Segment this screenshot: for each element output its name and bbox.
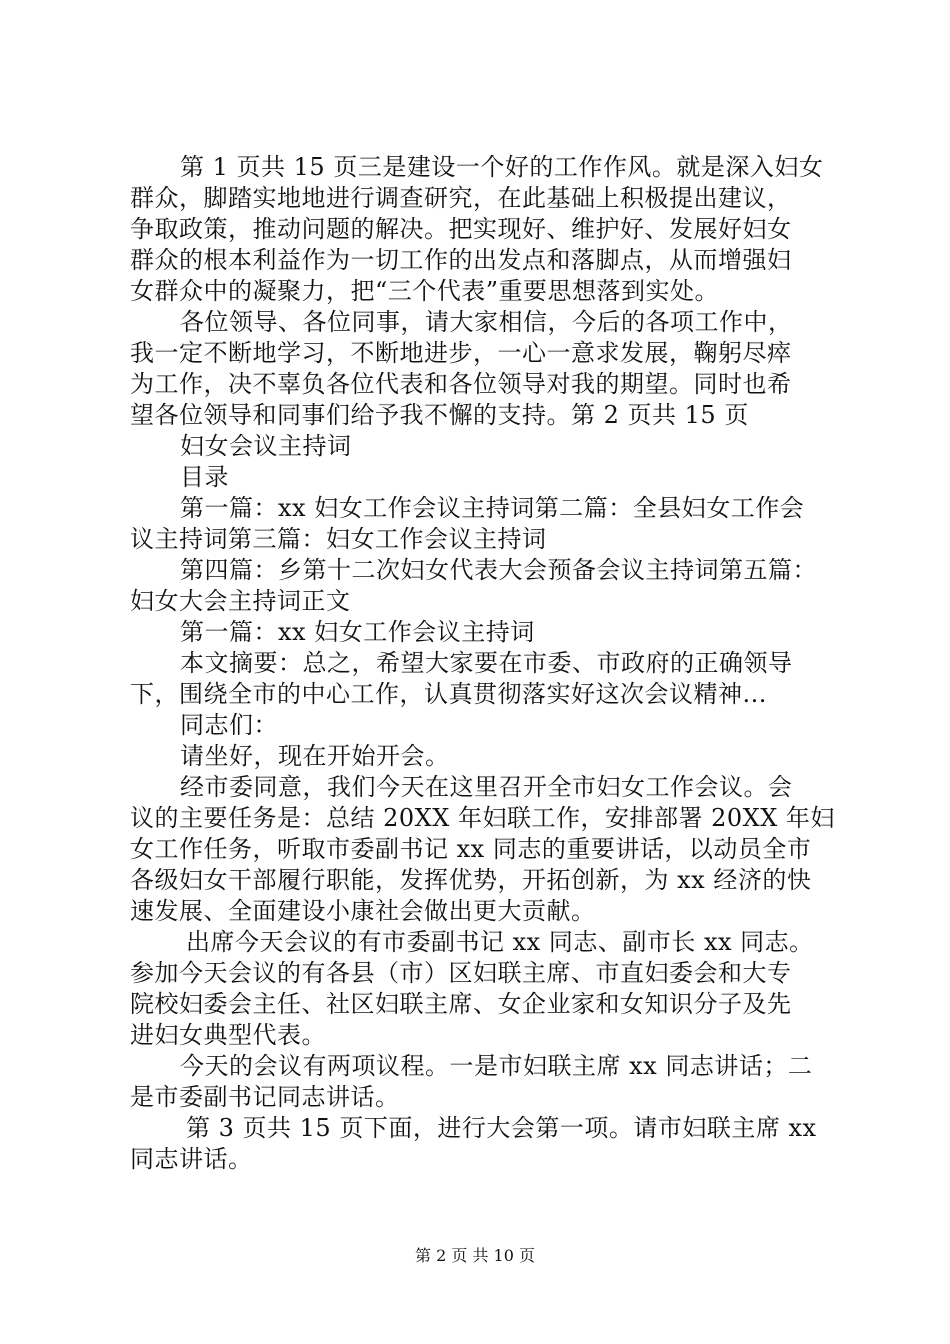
paragraph-line: 院校妇委会主任、社区妇联主席、女企业家和女知识分子及先 <box>130 990 792 1018</box>
paragraph-line: 同志们： <box>180 711 278 739</box>
abstract-line: 下，围绕全市的中心工作，认真贯彻落实好这次会议精神... <box>130 680 767 708</box>
paragraph-line: 我一定不断地学习，不断地进步，一心一意求发展，鞠躬尽瘁 <box>130 339 792 367</box>
paragraph-line: 各位领导、各位同事，请大家相信，今后的各项工作中， <box>180 308 793 336</box>
abstract-line: 本文摘要：总之，希望大家要在市委、市政府的正确领导 <box>180 649 793 677</box>
paragraph-line: 群众的根本利益作为一切工作的出发点和落脚点，从而增强妇 <box>130 246 792 274</box>
paragraph-line: 议的主要任务是：总结 20XX 年妇联工作，安排部署 20XX 年妇 <box>130 804 835 832</box>
chapter-heading: 第一篇：xx 妇女工作会议主持词 <box>180 618 535 646</box>
paragraph-line: 速发展、全面建设小康社会做出更大贡献。 <box>130 897 596 925</box>
paragraph-line: 群众，脚踏实地地进行调查研究，在此基础上积极提出建议， <box>130 184 792 212</box>
paragraph-line: 各级妇女干部履行职能，发挥优势，开拓创新，为 xx 经济的快 <box>130 866 812 894</box>
paragraph-line: 进妇女典型代表。 <box>130 1021 326 1049</box>
paragraph-line: 出席今天会议的有市委副书记 xx 同志、副市长 xx 同志。 <box>186 928 814 956</box>
paragraph-line: 望各位领导和同事们给予我不懈的支持。第 2 页共 15 页 <box>130 401 749 429</box>
paragraph-line: 请坐好，现在开始开会。 <box>180 742 450 770</box>
paragraph-line: 女工作任务，听取市委副书记 xx 同志的重要讲话，以动员全市 <box>130 835 812 863</box>
paragraph-line: 争取政策，推动问题的解决。把实现好、维护好、发展好妇女 <box>130 215 792 243</box>
section-title: 妇女会议主持词 <box>180 432 352 460</box>
paragraph-line: 为工作，决不辜负各位代表和各位领导对我的期望。同时也希 <box>130 370 792 398</box>
paragraph-line: 经市委同意，我们今天在这里召开全市妇女工作会议。会 <box>180 773 793 801</box>
paragraph-line: 第 3 页共 15 页下面，进行大会第一项。请市妇联主席 xx <box>186 1114 817 1142</box>
toc-entry: 妇女大会主持词正文 <box>130 587 351 615</box>
toc-entry: 第四篇：乡第十二次妇女代表大会预备会议主持词第五篇： <box>180 556 817 584</box>
paragraph-line: 女群众中的凝聚力，把“三个代表”重要思想落到实处。 <box>130 277 720 305</box>
document-body <box>130 152 835 1175</box>
paragraph-line: 第 1 页共 15 页三是建设一个好的工作作风。就是深入妇女 <box>180 153 824 181</box>
paragraph-line: 同志讲话。 <box>130 1145 253 1173</box>
paragraph-line: 是市委副书记同志讲话。 <box>130 1083 400 1111</box>
toc-entry: 议主持词第三篇：妇女工作会议主持词 <box>130 525 547 553</box>
page-number-footer: 第 2 页 共 10 页 <box>415 1246 535 1265</box>
paragraph-line: 参加今天会议的有各县（市）区妇联主席、市直妇委会和大专 <box>130 959 792 987</box>
toc-entry: 第一篇：xx 妇女工作会议主持词第二篇：全县妇女工作会 <box>180 494 805 522</box>
paragraph-line: 今天的会议有两项议程。一是市妇联主席 xx 同志讲话；二 <box>180 1052 813 1080</box>
toc-heading: 目录 <box>180 463 229 491</box>
